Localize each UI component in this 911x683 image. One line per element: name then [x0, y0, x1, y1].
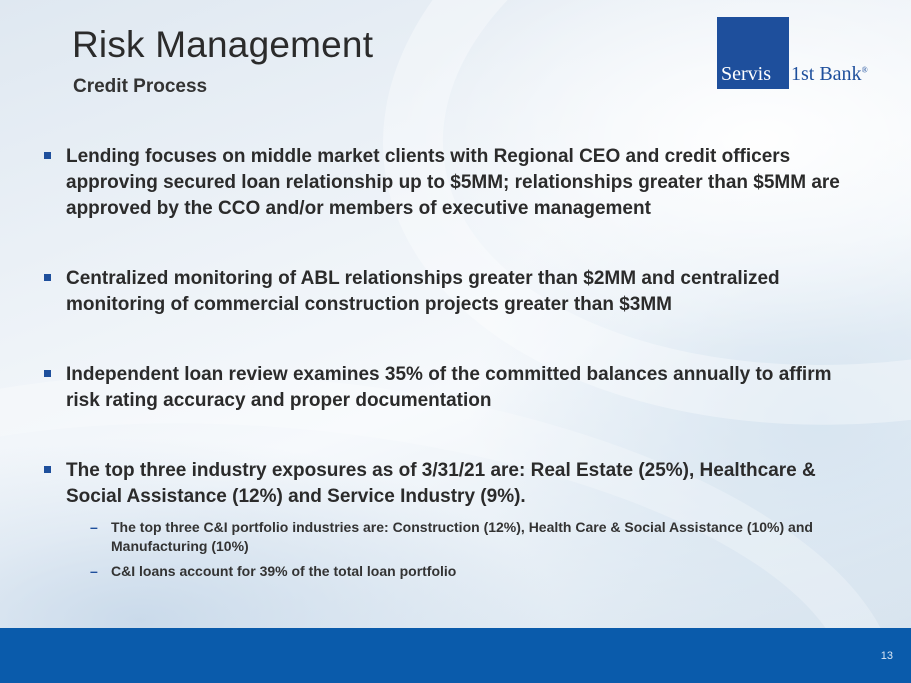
square-bullet-icon — [44, 152, 51, 159]
bullet-item — [44, 458, 864, 510]
square-bullet-icon — [44, 274, 51, 281]
servisfirst-logo — [717, 17, 893, 89]
square-bullet-icon — [44, 466, 51, 473]
logo-registered-mark: ® — [861, 65, 868, 75]
bullet-text: The top three industry exposures as of 3/31/21 are: Real Estate (25%), Healthcare & Social Assistance (12%) and Service Industry (9%). — [66, 460, 816, 507]
logo-box-text: Servis — [721, 63, 771, 85]
sub-bullet-text: The top three C&I portfolio industries are: Construction (12%), Health Care & Social Assistance (10%) and Manufacturing (10%) — [111, 519, 813, 554]
bullet-item — [44, 362, 864, 414]
page-number: 13 — [880, 650, 893, 662]
sub-bullet-item — [90, 562, 871, 581]
logo-box — [717, 17, 789, 89]
sub-bullet-list — [22, 518, 842, 581]
dash-bullet-icon: – — [90, 563, 98, 579]
bullet-item — [44, 266, 864, 318]
logo-rest-text — [791, 63, 868, 86]
logo-rest-label: 1st Bank — [791, 63, 862, 85]
bullet-text: Independent loan review examines 35% of the committed balances annually to affirm risk rating accuracy and proper documentation — [66, 364, 832, 411]
bullet-item — [44, 144, 864, 222]
sub-bullet-item — [90, 518, 871, 556]
footer-bar — [0, 628, 911, 683]
bullet-list — [44, 144, 864, 587]
square-bullet-icon — [44, 370, 51, 377]
page-subtitle: Credit Process — [73, 76, 208, 97]
page-title: Risk Management — [72, 24, 374, 65]
bullet-text: Centralized monitoring of ABL relationships greater than $2MM and centralized monitoring of commercial construction projects greater than $3MM — [66, 268, 780, 315]
sub-bullet-text: C&I loans account for 39% of the total loan portfolio — [111, 563, 457, 579]
bullet-text: Lending focuses on middle market clients with Regional CEO and credit officers approving secured loan relationship up to $5MM; relationships greater than $5MM are approved by the CCO and/or members of executive management — [66, 146, 840, 219]
dash-bullet-icon: – — [90, 519, 98, 535]
